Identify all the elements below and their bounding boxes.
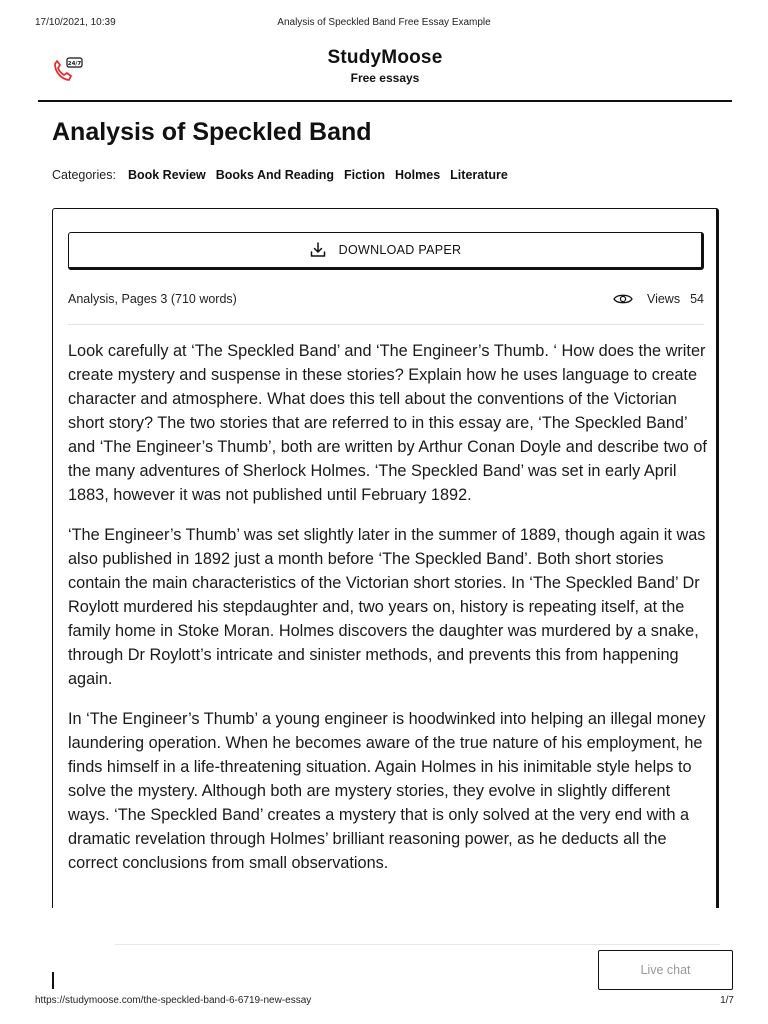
category-holmes[interactable]: Holmes <box>395 168 441 182</box>
download-paper-label: DOWNLOAD PAPER <box>338 243 462 257</box>
eye-icon <box>613 292 633 306</box>
page-title: Analysis of Speckled Band <box>52 118 372 146</box>
essay-paragraph: Look carefully at ‘The Speckled Band’ and ‘The Engineer’s Thumb. ‘ How does the writer create mystery and suspense in these stories? Explain how he uses language to create character and atmosphere. What does this tell about the conventions of the Victorian short story? The two stories that are referred to in this essay are, ‘The Speckled Band’ and ‘The Engineer’s Thumb’, both are written by Arthur Conan Doyle and describe two of the many adventures of Sherlock Holmes. ‘The Speckled Band’ was set in early April 1883, however it was not published until February 1892. <box>68 342 707 504</box>
live-chat-button[interactable]: Live chat <box>598 950 733 990</box>
download-paper-button[interactable] <box>68 232 704 270</box>
brand-tagline: Free essays <box>350 71 420 85</box>
views-counter <box>613 292 704 306</box>
category-literature[interactable]: Literature <box>450 168 508 182</box>
essay-card <box>52 208 719 908</box>
category-books-and-reading[interactable]: Books And Reading <box>215 168 335 182</box>
essay-paragraph: In ‘The Engineer’s Thumb’ a young engineer is hoodwinked into helping an illegal money laundering operation. When he becomes aware of the true nature of his employment, he finds himself in a life-threatening situation. Again Holmes in his inimitable style helps to solve the mystery. Although both are mystery stories, they evolve in slightly different ways. ‘The Speckled Band’ creates a mystery that is only solved at the very end with a dramatic revelation through Holmes’ brilliant reasoning power, as he deducts all the correct conclusions from small observations. <box>68 710 706 872</box>
category-book-review[interactable]: Book Review <box>127 168 206 182</box>
views-label: Views <box>646 292 681 306</box>
category-fiction[interactable]: Fiction <box>344 168 386 182</box>
print-datetime: 17/10/2021, 10:39 <box>35 17 116 28</box>
essay-meta <box>68 292 704 310</box>
print-doc-title: Analysis of Speckled Band Free Essay Example <box>277 17 491 28</box>
essay-summary: Analysis, Pages 3 (710 words) <box>68 292 237 306</box>
phone-badge-text: 24/7 <box>67 61 82 67</box>
print-page-number: 1/7 <box>720 995 734 1006</box>
print-footer <box>0 995 768 1009</box>
essay-paragraph: ‘The Engineer’s Thumb’ was set slightly later in the summer of 1889, though again it was also published in 1892 just a month before ‘The Speckled Band’. Both short stories contain the main characteristics of the Victorian short stories. In ‘The Speckled Band’ Dr Roylott murdered his stepdaughter and, two years on, history is repeating itself, at the family home in Stoke Moran. Holmes discovers the daughter was murdered by a snake, through Dr Roylott’s intricate and sinister methods, and prevents this from happening again. <box>68 526 706 688</box>
essay-body <box>68 339 708 909</box>
categories-row <box>52 166 518 184</box>
print-header <box>0 17 768 31</box>
site-header <box>38 44 732 102</box>
content-divider <box>115 944 720 945</box>
meta-divider <box>68 324 704 325</box>
print-url: https://studymoose.com/the-speckled-band-6-6719-new-essay <box>35 995 312 1006</box>
views-count: 54 <box>690 292 704 306</box>
categories-label: Categories: <box>52 168 116 182</box>
brand-logo[interactable]: StudyMoose <box>327 47 443 68</box>
download-icon <box>309 241 327 259</box>
text-cursor <box>52 972 54 989</box>
